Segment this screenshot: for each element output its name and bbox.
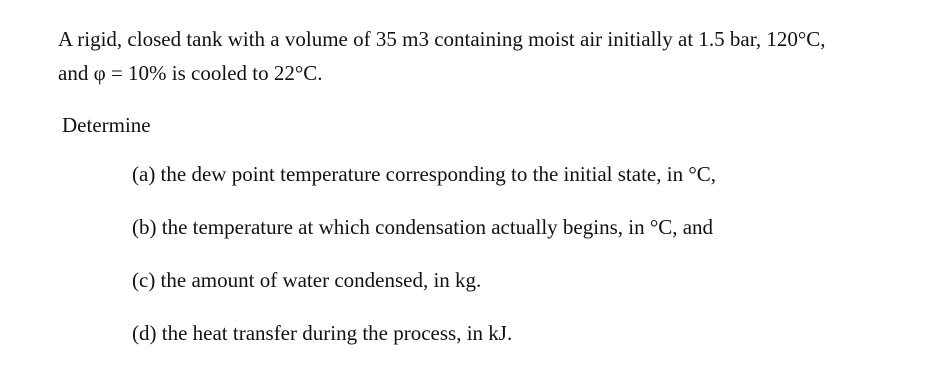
question-part-c: (c) the amount of water condensed, in kg.: [132, 268, 482, 292]
question-part-a: (a) the dew point temperature corresponding to the initial state, in °C,: [132, 162, 716, 186]
question-part-b: (b) the temperature at which condensation actually begins, in °C, and: [132, 215, 714, 239]
question-parts-list: [132, 157, 716, 369]
question-part-d: (d) the heat transfer during the process, in kJ.: [132, 321, 513, 345]
problem-line-2: and φ = 10% is cooled to 22°C.: [58, 61, 323, 85]
problem-line-1: A rigid, closed tank with a volume of 35 m3 containing moist air initially at 1.5 bar, 120°C,: [58, 27, 826, 51]
determine-heading: Determine: [62, 113, 151, 137]
problem-statement: [58, 22, 938, 90]
